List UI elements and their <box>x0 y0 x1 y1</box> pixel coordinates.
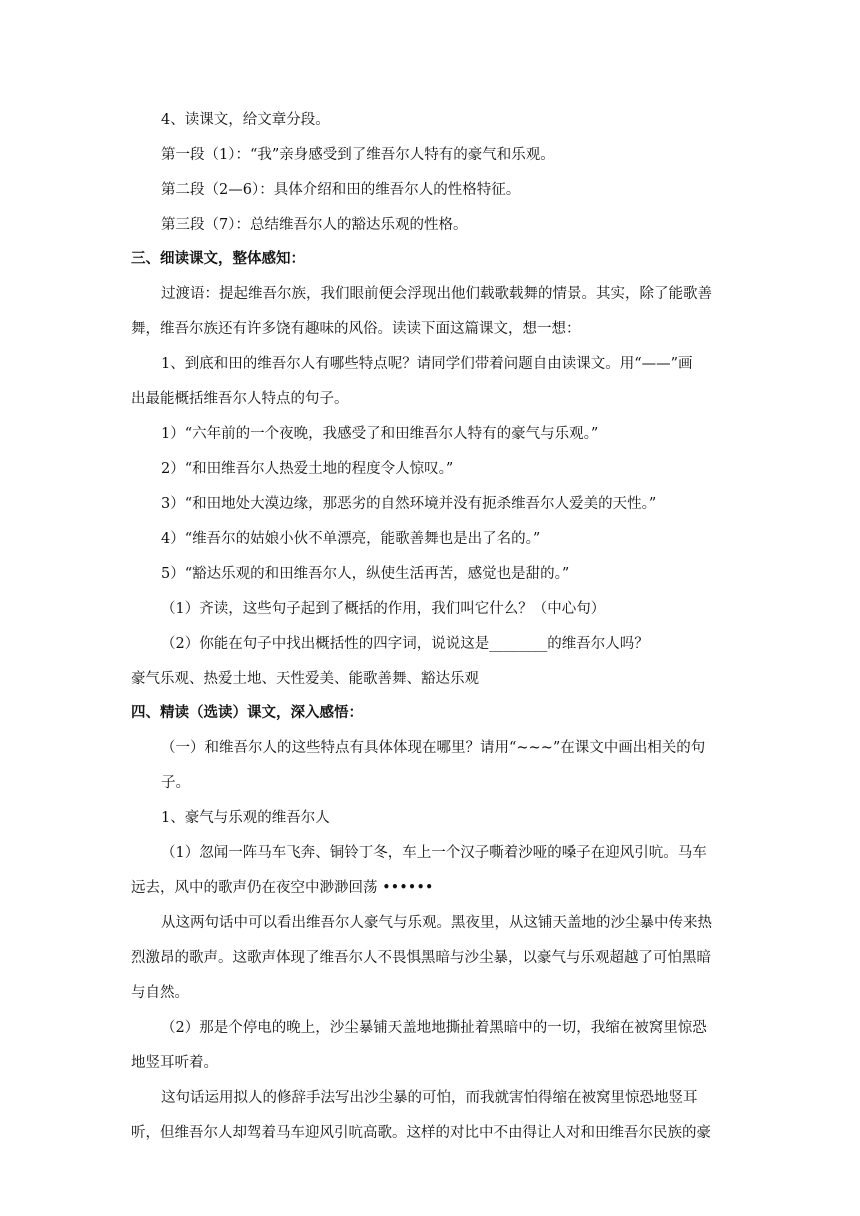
analysis-2: 这句话运用拟人的修辞手法写出沙尘暴的可怕，而我就害怕得缩在被窝里惊恐地竖耳 <box>161 1090 698 1106</box>
keywords-line: 豪气乐观、热爱土地、天性爱美、能歌善舞、豁达乐观 <box>131 671 479 687</box>
task-1-cont: 子。 <box>161 775 190 791</box>
question-1: 1、到底和田的维吾尔人有哪些特点呢？请同学们带着问题自由读课文。用“——”画 <box>161 356 693 372</box>
transition-text: 过渡语：提起维吾尔族，我们眼前便会浮现出他们载歌载舞的情景。其实，除了能歌善 <box>161 286 712 302</box>
paragraph-section-1: 第一段（1）：“我”亲身感受到了维吾尔人特有的豪气和乐观。 <box>161 147 555 163</box>
quote-2: 2）“和田维吾尔人热爱土地的程度令人惊叹。” <box>161 461 454 477</box>
section-heading-4: 四、精读（选读）课文，深入感悟： <box>131 704 363 721</box>
analysis-1-cont: 烈激昂的歌声。这歌声体现了维吾尔人不畏惧黑暗与沙尘暴，以豪气与乐观超越了可怕黑暗 <box>131 950 711 966</box>
paragraph-section-3: 第三段（7）：总结维吾尔人的豁达乐观的性格。 <box>161 217 468 233</box>
transition-text-cont: 舞，维吾尔族还有许多饶有趣味的风俗。读读下面这篇课文，想一想： <box>131 321 581 337</box>
quote-3: 3）“和田地处大漠边缘，那恶劣的自然环境并没有扼杀维吾尔人爱美的天性。” <box>161 496 657 512</box>
quote-4: 4）“维吾尔的姑娘小伙不单漂亮，能歌善舞也是出了名的。” <box>161 531 541 547</box>
quote-1: 1）“六年前的一个夜晚，我感受了和田维吾尔人特有的豪气与乐观。” <box>161 426 599 442</box>
section-heading-3: 三、细读课文，整体感知： <box>131 250 305 267</box>
excerpt-2: （2）那是个停电的晚上，沙尘暴铺天盖地地撕扯着黑暗中的一切，我缩在被窝里惊恐 <box>161 1020 707 1036</box>
sub-question-2: （2）你能在句子中找出概括性的四字词，说说这是________的维吾尔人吗？ <box>161 636 649 652</box>
question-1-cont: 出最能概括维吾尔人特点的句子。 <box>131 391 349 407</box>
analysis-1: 从这两句话中可以看出维吾尔人豪气与乐观。黑夜里，从这铺天盖地的沙尘暴中传来热 <box>161 915 712 931</box>
excerpt-1-cont: 远去，风中的歌声仍在夜空中渺渺回荡 •••••• <box>131 880 434 896</box>
analysis-1-end: 与自然。 <box>131 985 189 1001</box>
task-1: （一）和维吾尔人的这些特点有具体体现在哪里？请用“~~~”在课文中画出相关的句 <box>161 740 706 756</box>
paragraph-section-2: 第二段（2—6）：具体介绍和田的维吾尔人的性格特征。 <box>161 182 521 198</box>
excerpt-1: （1）忽闻一阵马车飞奔、铜铃丁冬，车上一个汉子嘶着沙哑的嗓子在迎风引吭。马车 <box>161 845 707 861</box>
quote-5: 5）“豁达乐观的和田维吾尔人，纵使生活再苦，感觉也是甜的。” <box>161 566 570 582</box>
analysis-2-cont: 听，但维吾尔人却驾着马车迎风引吭高歌。这样的对比中不由得让人对和田维吾尔民族的豪 <box>131 1125 711 1141</box>
sub-question-1: （1）齐读，这些句子起到了概括的作用，我们叫它什么？（中心句） <box>161 601 606 617</box>
excerpt-2-cont: 地竖耳听着。 <box>131 1055 218 1071</box>
subheading-1: 1、豪气与乐观的维吾尔人 <box>161 810 330 826</box>
step-4-heading: 4、读课文，给文章分段。 <box>161 112 330 128</box>
